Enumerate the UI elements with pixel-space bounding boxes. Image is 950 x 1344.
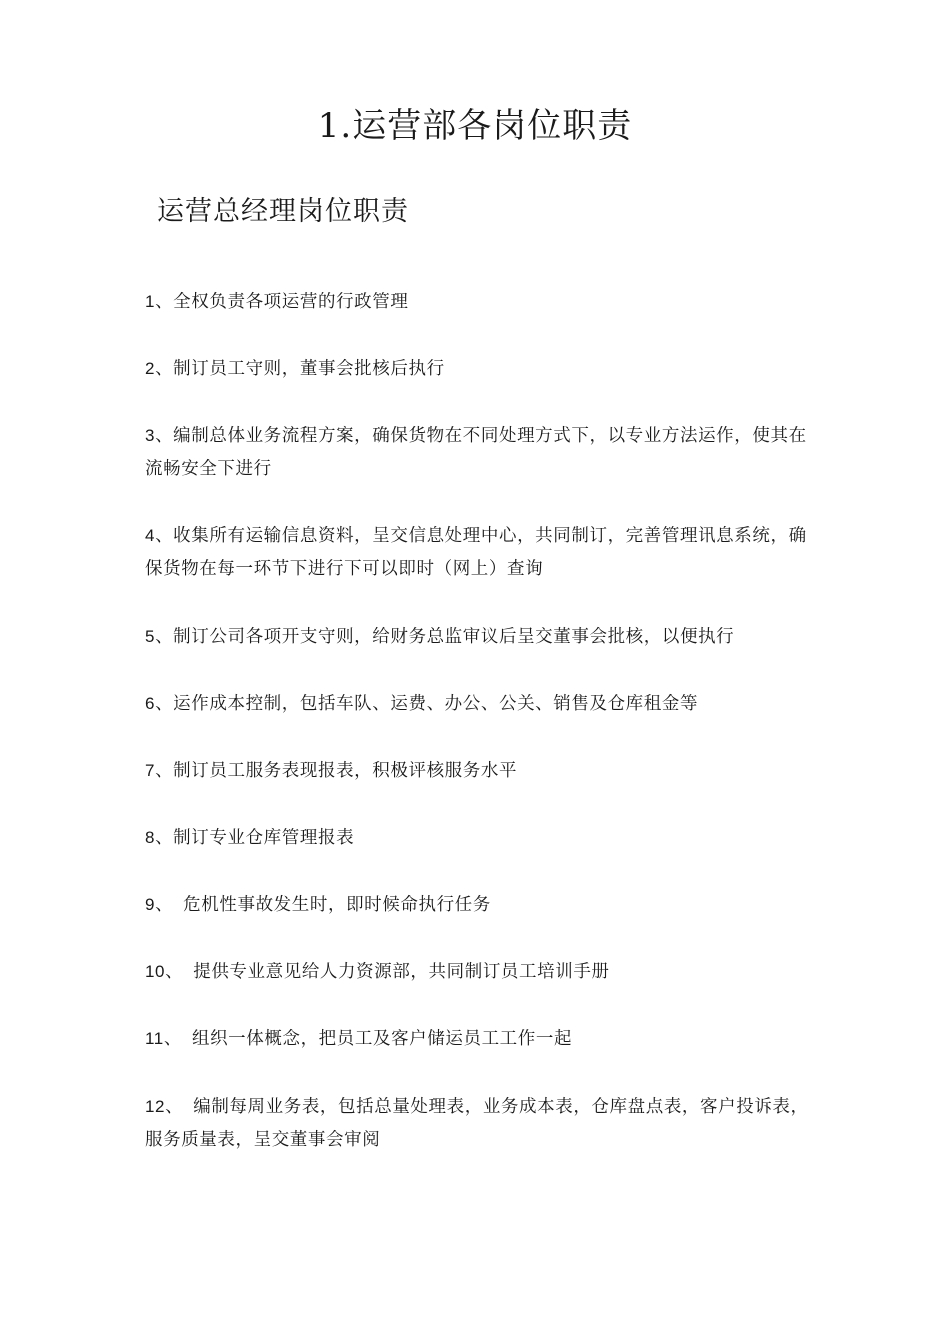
- list-item: [145, 754, 815, 788]
- list-item: [145, 1090, 815, 1157]
- item-text: 编制总体业务流程方案，确保货物在不同处理方式下，以专业方法运作，使其在流畅安全下进行: [145, 426, 807, 479]
- item-separator: 、: [163, 1029, 182, 1049]
- item-separator: 、: [155, 694, 174, 714]
- item-separator: 、: [155, 526, 174, 546]
- item-text: 提供专业意见给人力资源部，共同制订员工培训手册: [193, 962, 610, 982]
- item-number: 2: [145, 359, 156, 378]
- item-text: 制订专业仓库管理报表: [173, 828, 355, 848]
- list-item: [145, 955, 815, 989]
- list-item: [145, 687, 815, 721]
- item-separator: 、: [165, 1097, 184, 1117]
- item-separator: 、: [155, 627, 174, 647]
- item-number: 1: [145, 292, 156, 311]
- item-text: 制订员工守则，董事会批核后执行: [173, 359, 445, 379]
- list-item: [145, 620, 815, 654]
- section-heading: 运营总经理岗位职责: [157, 196, 409, 227]
- item-separator: 、: [155, 292, 174, 312]
- item-number: 5: [145, 627, 156, 646]
- item-separator: 、: [155, 828, 174, 848]
- item-number: 6: [145, 694, 156, 713]
- item-separator: 、: [155, 895, 174, 915]
- list-item: [145, 888, 815, 922]
- list-item: [145, 519, 815, 586]
- item-text: 全权负责各项运营的行政管理: [173, 292, 409, 312]
- item-number: 12: [145, 1097, 166, 1116]
- item-separator: 、: [155, 426, 174, 446]
- item-text: 制订员工服务表现报表，积极评核服务水平: [173, 761, 518, 781]
- item-separator: 、: [155, 761, 174, 781]
- list-item: [145, 1022, 815, 1056]
- item-text: 收集所有运输信息资料，呈交信息处理中心，共同制订，完善管理讯息系统，确保货物在每一环节下进行下可以即时（网上）查询: [145, 526, 807, 579]
- list-item: [145, 352, 815, 386]
- item-number: 8: [145, 828, 156, 847]
- item-number: 3: [145, 426, 156, 445]
- item-text: 运作成本控制，包括车队、运费、办公、公关、销售及仓库租金等: [173, 694, 699, 714]
- item-separator: 、: [165, 962, 184, 982]
- document-title: 1.运营部各岗位职责: [317, 106, 633, 146]
- list-item: [145, 821, 815, 855]
- item-number: 9: [145, 895, 156, 914]
- item-number: 10: [145, 962, 166, 981]
- item-text: 组织一体概念，把员工及客户储运员工工作一起: [191, 1029, 573, 1049]
- item-number: 11: [145, 1029, 164, 1048]
- item-number: 4: [145, 526, 156, 545]
- item-separator: 、: [155, 359, 174, 379]
- item-text: 危机性事故发生时，即时候命执行任务: [183, 895, 491, 915]
- item-text: 编制每周业务表，包括总量处理表，业务成本表，仓库盘点表，客户投诉表，服务质量表，呈交董事会审阅: [145, 1097, 809, 1150]
- item-number: 7: [145, 761, 156, 780]
- list-item: [145, 285, 815, 319]
- list-item: [145, 419, 815, 486]
- item-text: 制订公司各项开支守则，给财务总监审议后呈交董事会批核，以便执行: [173, 627, 735, 647]
